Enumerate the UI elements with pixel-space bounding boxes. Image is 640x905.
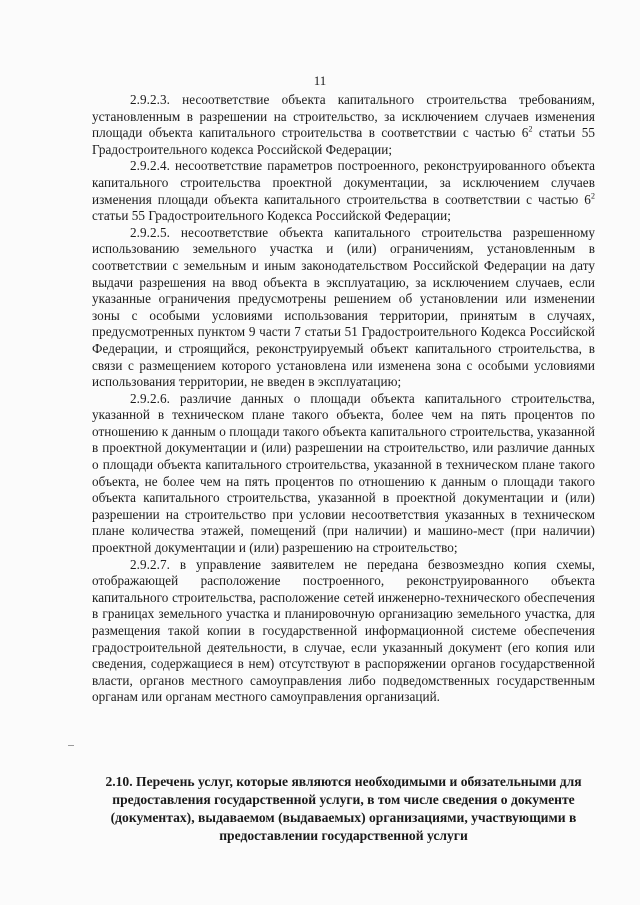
margin-mark [68, 745, 74, 746]
document-body [92, 92, 595, 706]
paragraph-2-9-2-4 [92, 158, 595, 224]
page-number: 11 [313, 73, 327, 88]
paragraph-2-9-2-7: 2.9.2.7. в управление заявителем не передана безвозмездно копия схемы, отображающей расположение построенного, реконструированного объекта капитального строительства, расположение сетей инженерно-технического обеспечения в границах земельного участка и планировочную организацию земельного участка, для размещения такой копии в государственной информационной системе обеспечения градостроительной деятельности, в случае, если указанный документ (его копия или сведения, содержащиеся в нем) отсутствуют в распоряжении органов государственной власти, органов местного самоуправления либо подведомственных государственным органам или органам местного самоуправления организаций. [92, 556, 595, 705]
superscript: 2 [590, 191, 595, 201]
paragraph-2-9-2-6: 2.9.2.6. различие данных о площади объекта капитального строительства, указанной в техническом плане такого объекта, более чем на пять процентов по отношению к данным о площади такого объекта капитального строительства, указанной в проектной документации и (или) разрешении на строительство, или различие данных о площади объекта капитального строительства, указанной в техническом плане такого объекта, не более чем на пять процентов по отношению к данным о площади такого объекта капитального строительства, указанной в проектной документации и (или) разрешении на строительство при условии несоответствия указанных в техническом плане количества этажей, помещений (при наличии) и машино-мест (при наличии) проектной документации и (или) разрешению на строительство; [92, 390, 595, 556]
paragraph-text: статьи 55 Градостроительного кодекса Российской Федерации; [92, 125, 596, 157]
paragraph-2-9-2-3 [92, 92, 595, 158]
paragraph-text: статьи 55 Градостроительного Кодекса Российской Федерации; [92, 208, 451, 224]
paragraph-text: 2.9.2.4. несоответствие параметров построенного, реконструированного объекта капитального строительства проектной документации, за исключением случаев изменения площади объекта капитального строительства в соответствии с частью 6 [92, 158, 595, 207]
superscript: 2 [528, 124, 533, 134]
paragraph-2-9-2-5: 2.9.2.5. несоответствие объекта капитального строительства разрешенному использованию земельного участка и (или) ограничениям, установленным в соответствии с земельным и иным законодательством Российской Федерации на дату выдачи разрешения на ввод объекта в эксплуатацию, за исключением случаев, если указанные ограничения предусмотрены решением об установлении или изменении зоны с особыми условиями использования территории, принятым в случаях, предусмотренных пунктом 9 части 7 статьи 51 Градостроительного Кодекса Российской Федерации, и строящийся, реконструируемый объект капитального строительства, в связи с размещением которого установлена или изменена зона с особыми условиями использования территории, не введен в эксплуатацию; [92, 224, 595, 390]
paragraph-text: 2.9.2.3. несоответствие объекта капитального строительства требованиям, установленным в разрешении на строительство, за исключением случаев изменения площади объекта капитального строительства в соответствии с частью 6 [92, 92, 595, 141]
section-heading-2-10: 2.10. Перечень услуг, которые являются необходимыми и обязательными для предоставления государственной услуги, в том числе сведения о документе (документах), выдаваемом (выдаваемых) организациями, участвующими в предоставлении государственной услуги [105, 774, 582, 843]
